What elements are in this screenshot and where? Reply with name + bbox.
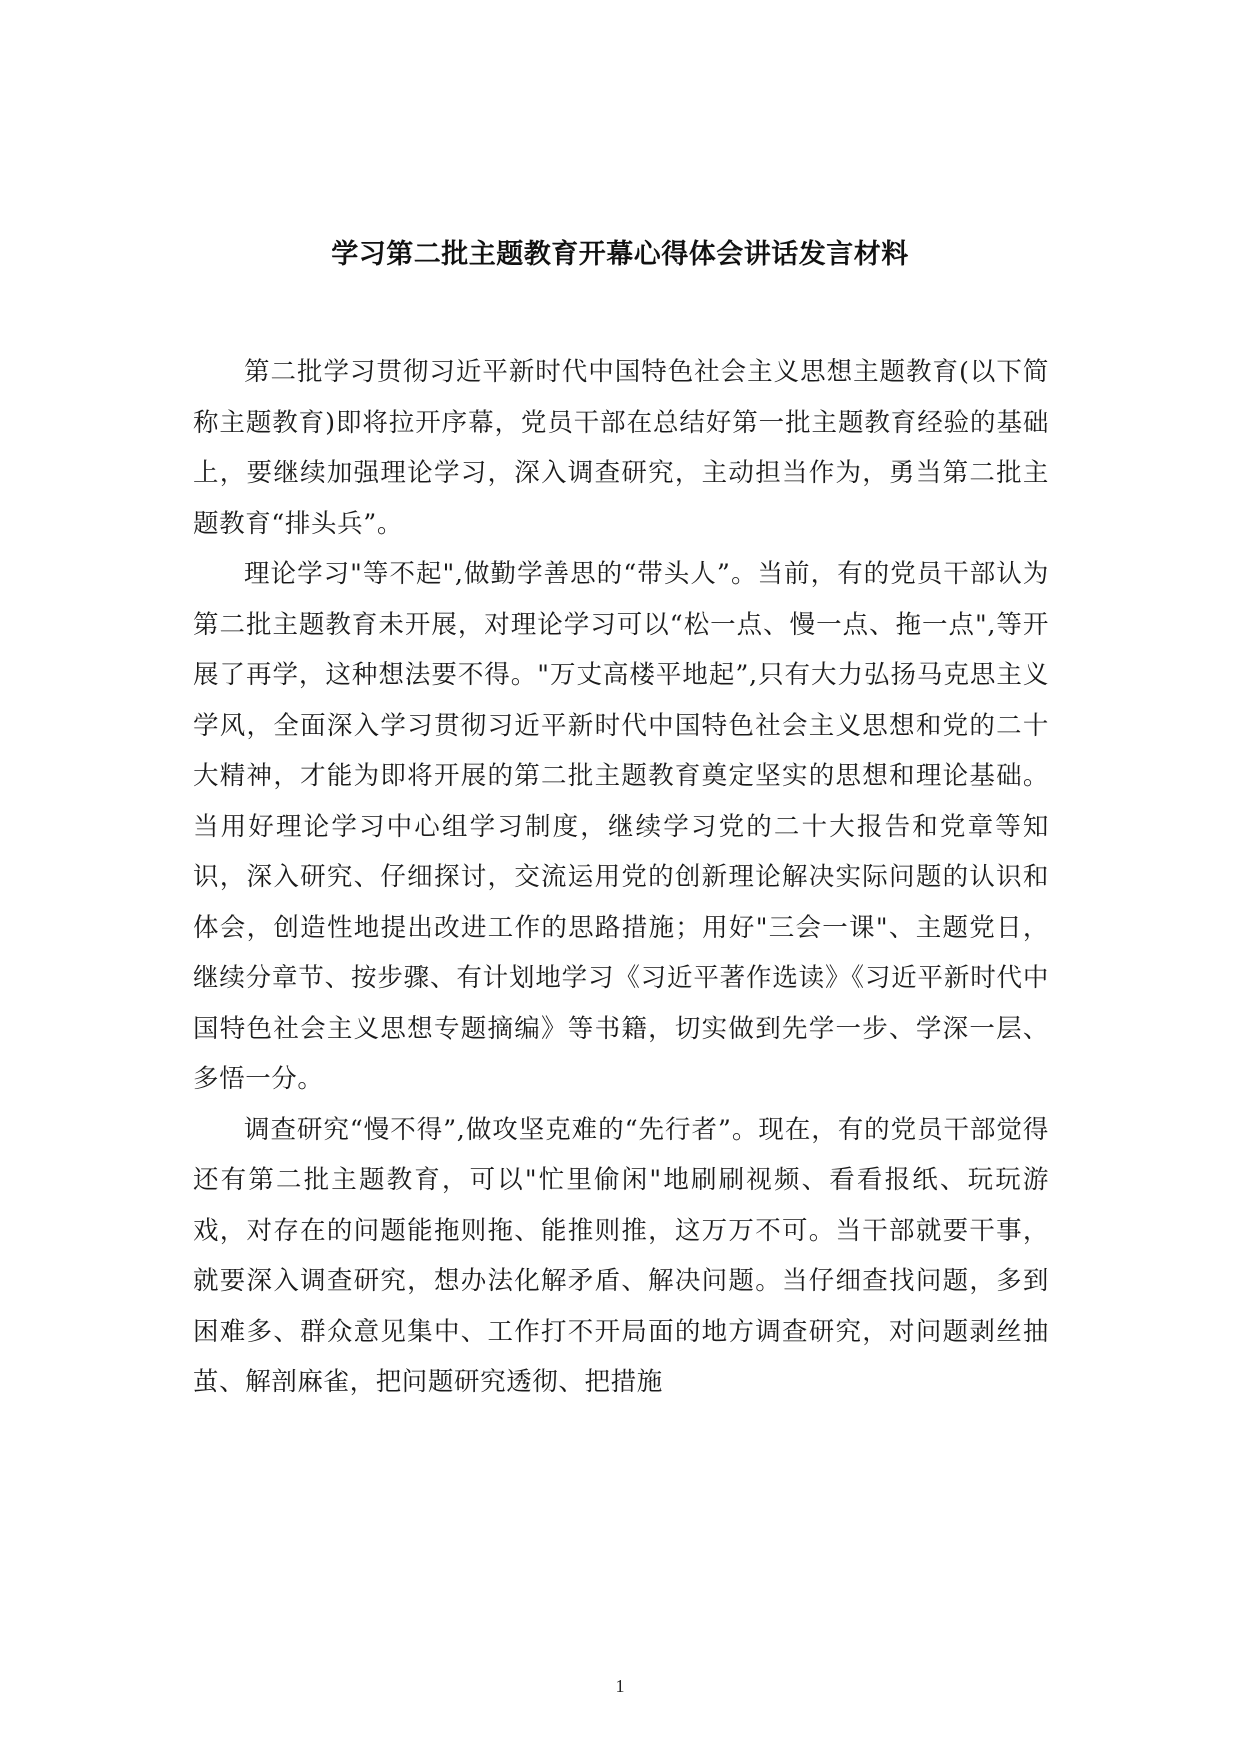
paragraph-theory-study: 理论学习"等不起",做勤学善思的“带头人”。当前，有的党员干部认为第二批主题教育未开展，对理论学习可以“松一点、慢一点、拖一点",等开展了再学，这种想法要不得。"万丈高楼平地起”,只有大力弘扬马克思主义学风，全面深入学习贯彻习近平新时代中国特色社会主义思想和党的二十大精神，才能为即将开展的第二批主题教育奠定坚实的思想和理论基础。当用好理论学习中心组学习制度，继续学习党的二十大报告和党章等知识，深入研究、仔细探讨，交流运用党的创新理论解决实际问题的认识和体会，创造性地提出改进工作的思路措施；用好"三会一课"、主题党日，继续分章节、按步骤、有计划地学习《习近平著作选读》《习近平新时代中国特色社会主义思想专题摘编》等书籍，切实做到先学一步、学深一层、多悟一分。 (193, 559, 1049, 1094)
paragraph-investigation: 调查研究“慢不得”,做攻坚克难的“先行者”。现在，有的党员干部觉得还有第二批主题教育，可以"忙里偷闲"地刷刷视频、看看报纸、玩玩游戏，对存在的问题能拖则拖、能推则推，这万万不可。当干部就要干事，就要深入调查研究，想办法化解矛盾、解决问题。当仔细查找问题，多到困难多、群众意见集中、工作打不开局面的地方调查研究，对问题剥丝抽茧、解剖麻雀，把问题研究透彻、把措施 (193, 1114, 1049, 1397)
document-body (193, 347, 1049, 1408)
document-title: 学习第二批主题教育开幕心得体会讲话发言材料 (331, 239, 909, 270)
page-number: 1 (615, 1676, 625, 1696)
paragraph-intro: 第二批学习贯彻习近平新时代中国特色社会主义思想主题教育(以下简称主题教育)即将拉开序幕，党员干部在总结好第一批主题教育经验的基础上，要继续加强理论学习，深入调查研究，主动担当作为，勇当第二批主题教育“排头兵”。 (193, 357, 1049, 539)
